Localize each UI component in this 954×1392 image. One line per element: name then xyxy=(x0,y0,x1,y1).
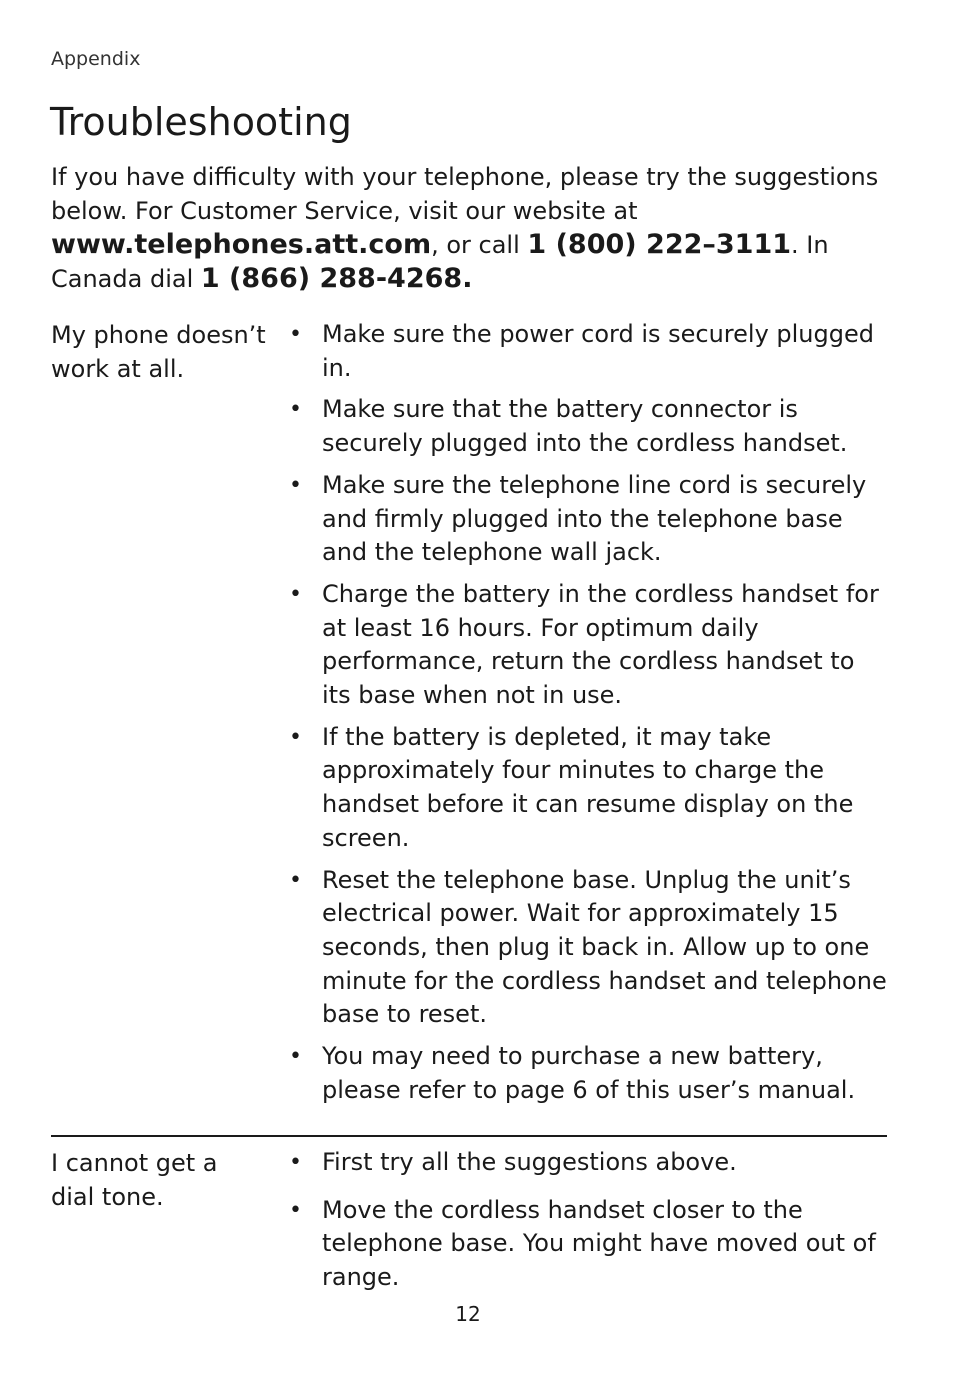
canada-phone-number: 1 (866) 288-4268 xyxy=(200,263,463,294)
solution-item xyxy=(289,469,889,570)
problem-label: My phone doesn’t work at all. xyxy=(51,321,266,383)
solution-item xyxy=(289,864,889,1033)
solution-text: Make sure the power cord is securely plugged in. xyxy=(322,320,874,382)
solution-item xyxy=(289,318,889,385)
page-title: Troubleshooting xyxy=(50,100,352,144)
solution-text: Charge the battery in the cordless handset for at least 16 hours. For optimum daily performance, return the cordless handset to its base when not in use. xyxy=(322,579,879,710)
solution-text: Make sure that the battery connector is securely plugged into the cordless handset. xyxy=(322,395,848,458)
intro-text: If you have difficulty with your telephone, please try the suggestions below. For Customer Service, visit our website at xyxy=(51,163,879,225)
intro-text: . In Canada dial xyxy=(51,231,829,293)
bullet-icon: • xyxy=(289,867,302,893)
bullet-icon: • xyxy=(289,724,302,750)
us-phone-number: 1 (800) 222–3111 xyxy=(527,229,792,260)
intro-text: . xyxy=(462,263,473,294)
website-link[interactable]: www.telephones.att.com xyxy=(51,229,432,260)
solution-text: First try all the suggestions above. xyxy=(322,1148,737,1176)
page-number: 12 xyxy=(455,1302,481,1326)
solution-item xyxy=(289,578,889,713)
bullet-icon: • xyxy=(289,397,302,423)
bullet-icon: • xyxy=(289,322,302,347)
solution-text: Make sure the telephone line cord is securely and firmly plugged into the telephone base and the telephone wall jack. xyxy=(322,470,867,567)
problem-label: I cannot get a dial tone. xyxy=(51,1149,218,1211)
bullet-icon: • xyxy=(289,581,302,607)
bullet-icon: • xyxy=(289,472,302,498)
row-divider xyxy=(51,1135,887,1137)
solution-text: If the battery is depleted, it may take approximately four minutes to charge the handset before it can resume display on the screen. xyxy=(322,722,854,852)
bullet-icon: • xyxy=(289,1150,302,1175)
solution-item xyxy=(289,1040,889,1107)
solution-text: Move the cordless handset closer to the telephone base. You might have moved out of range. xyxy=(322,1195,876,1292)
solution-item xyxy=(289,721,889,856)
section-label: Appendix xyxy=(51,48,141,70)
solution-list xyxy=(289,318,889,1115)
intro-paragraph xyxy=(51,160,891,296)
solution-list xyxy=(289,1146,889,1303)
solution-item xyxy=(289,1146,889,1180)
solution-item xyxy=(289,1194,889,1295)
bullet-icon: • xyxy=(289,1044,302,1070)
solution-item xyxy=(289,393,889,460)
solution-text: Reset the telephone base. Unplug the unit’s electrical power. Wait for approximately 15 seconds, then plug it back in. Allow up to one minute for the cordless handset and telephone base to reset. xyxy=(322,865,887,1029)
intro-text: , or call xyxy=(431,231,528,259)
solution-text: You may need to purchase a new battery, please refer to page 6 of this user’s manual. xyxy=(322,1042,856,1104)
bullet-icon: • xyxy=(289,1197,302,1223)
